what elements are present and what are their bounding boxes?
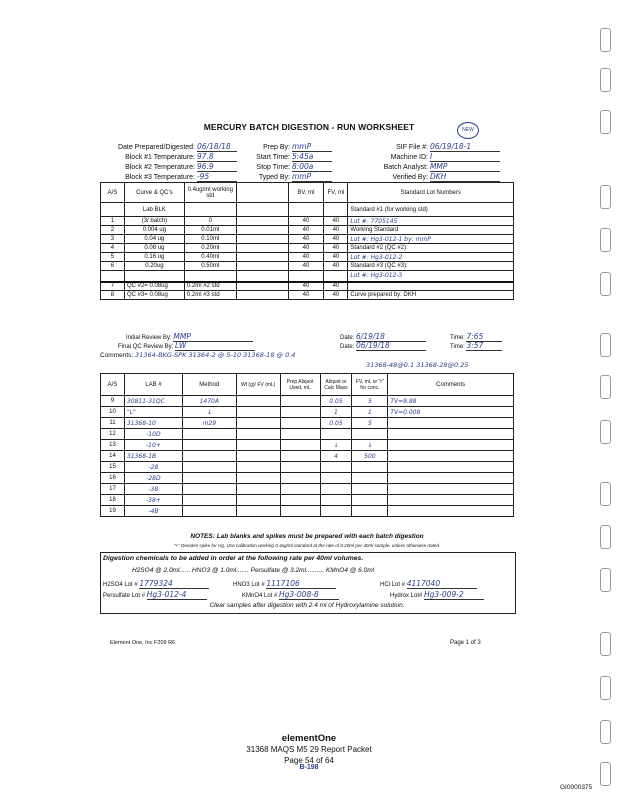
binder-hole	[600, 228, 611, 252]
sample-header-row: A/S LAB # Method Wt (g)/ FV (mL) Prep Aliquot Used, mL Aliquot or Calc Mass FV, mL or "r" for conc. Comments	[101, 374, 514, 396]
persulfate-lot: Persulfate Lot # Hg3-012-4	[103, 590, 207, 600]
form-page: Page 1 of 3	[450, 640, 481, 646]
form-id: Element One, Inc F209 R6	[110, 640, 176, 646]
new-stamp: NEW	[457, 122, 479, 139]
header-prep: Prep By: mmP	[248, 142, 332, 152]
hydrox-lot: Hydrox Lot# Hg3-009-2	[390, 590, 484, 600]
initial-review: Initial Review By: MMP	[126, 332, 253, 342]
standards-row: 7 QC #2= 0.08ug 0.2ml #2 std 40 40	[101, 282, 514, 291]
header-sif: SIF File #: 06/19/18-1	[372, 142, 500, 152]
header-typed: Typed By: mmP	[248, 172, 332, 182]
binder-hole	[600, 272, 611, 296]
binder-hole	[600, 632, 611, 656]
sample-row: 19 -4B	[101, 506, 514, 517]
standards-header-row: A/S Curve & QC's 0.4ug/ml working std BV, ml FV, ml Standard Lot Numbers	[101, 183, 514, 203]
header-block3: Block #3 Temperature: -95	[100, 172, 237, 182]
standards-row: Lab BLK Standard #1 (for working std)	[101, 203, 514, 217]
sample-row: 16 -28D	[101, 473, 514, 484]
header-machine: Machine ID: I	[372, 152, 500, 162]
header-stop: Stop Time: 8:00a	[248, 162, 332, 172]
binder-hole	[600, 185, 611, 209]
document-id: GI0000375	[560, 784, 593, 791]
sample-row: 13 -10+ ↓ ↓	[101, 440, 514, 451]
report-page: Page 54 of 64	[284, 756, 334, 765]
binder-hole	[600, 482, 611, 506]
review-time2: Time: 3:57	[450, 341, 502, 351]
review-date2: Date: 06/19/18	[340, 341, 426, 351]
worksheet-title: MERCURY BATCH DIGESTION - RUN WORKSHEET	[203, 122, 415, 132]
standards-row: Lot #: Hg3-012-3	[101, 271, 514, 282]
kmno4-lot: KMnO4 Lot # Hg3-008-8	[242, 590, 339, 600]
date-value: 06/18/18	[197, 142, 237, 152]
final-review: Final QC Review By: LW	[118, 341, 255, 351]
standards-row: 2 0.004 ug 0.01ml 40 40 Working Standard	[101, 226, 514, 235]
binder-hole	[600, 525, 611, 549]
sample-row: 18 -38+	[101, 495, 514, 506]
binder-hole	[600, 333, 611, 357]
binder-hole	[600, 420, 611, 444]
header-block1: Block #1 Temperature: 97.8	[100, 152, 237, 162]
binder-hole	[600, 68, 611, 92]
hcl-lot: HCl Lot # 4117040	[380, 579, 477, 589]
brand-logo: elementOne	[281, 733, 337, 744]
h2so4-lot: H2SO4 Lot # 1779324	[103, 579, 209, 589]
sample-row: 10 "L" ↓ 1 1 TV=0.008	[101, 407, 514, 418]
header-analyst: Batch Analyst: MMP	[372, 162, 500, 172]
notes-line: NOTES: Lab blanks and spikes must be prepared with each batch digestion	[190, 533, 424, 540]
header-date: Date Prepared/Digested: 06/18/18	[100, 142, 237, 152]
review-time1: Time: 7:65	[450, 332, 502, 342]
report-title: 31368 MAQS M5 29 Report Packet	[246, 745, 372, 754]
sample-row: 12 -10D	[101, 429, 514, 440]
standards-table	[100, 182, 514, 300]
binder-hole	[600, 375, 611, 399]
header-verified: Verified By: DKH	[372, 172, 500, 182]
binder-hole	[600, 676, 611, 700]
comments: Comments: 31364-BKG-SPK 31364-2 @ 5-10 31368-18 @ 0.4	[100, 351, 296, 359]
sample-row: 17 -38	[101, 484, 514, 495]
hno3-lot: HNO3 Lot # 1117106	[233, 579, 336, 589]
spike-note: "+" Denotes spike for Hg. Use calibration working 0.4ug/ml standard at the rate of 0.20ml per 40ml sample, unless otherwise noted.	[173, 543, 441, 548]
header-start: Start Time: 5:45a	[248, 152, 332, 162]
comments-line2: 31368-48@0.1 31368-28@0.25	[366, 361, 469, 369]
standards-row: 1 (3/ batch) 0 40 40 Lot #: 7705145	[101, 217, 514, 226]
review-date1: Date: 6/19/18	[340, 332, 426, 342]
standards-row: 6 0.20ug 0.50ml 40 40 Standard #3 (QC #3):	[101, 262, 514, 271]
header-block2: Block #2 Temperature: 96.9	[100, 162, 237, 172]
bates-stamp: B-198	[299, 764, 319, 771]
sample-row: 9 30811-31QC 1470A 0.05 5 TV=9.88	[101, 396, 514, 407]
standards-row: 4 0.08 ug 0.20ml 40 40 Standard #2 (QC #2):	[101, 244, 514, 253]
sample-row: 11 31368-10 m29 0.05 5	[101, 418, 514, 429]
standards-row: 3 0.04 ug 0.10ml 40 40 Lot #: Hg3-012-1 by: mmP	[101, 235, 514, 244]
digestion-heading: Digestion chemicals to be added in order at the following rate per 40ml volumes.	[103, 555, 364, 562]
standards-row: 5 0.16 ug 0.40ml 40 40 Lot #: Hg3-012-2	[101, 253, 514, 262]
standards-row: 8 QC #3= 0.08ug 0.2ml #3 std 40 40 Curve prepared by: DKH	[101, 291, 514, 300]
binder-hole	[600, 28, 611, 52]
sample-row: 14 31368-1B 4 500	[101, 451, 514, 462]
digestion-rates: H2SO4 @ 2.0ml...... HNO3 @ 1.0ml....... Persulfate @ 3.2ml.......... KMnO4 @ 6.0ml	[132, 567, 375, 574]
sample-row: 15 -28	[101, 462, 514, 473]
sample-table	[100, 373, 514, 517]
binder-hole	[600, 568, 611, 592]
clear-samples-note: Clear samples after digestion with 2.4 ml of Hydroxylamine solution.	[209, 602, 405, 609]
